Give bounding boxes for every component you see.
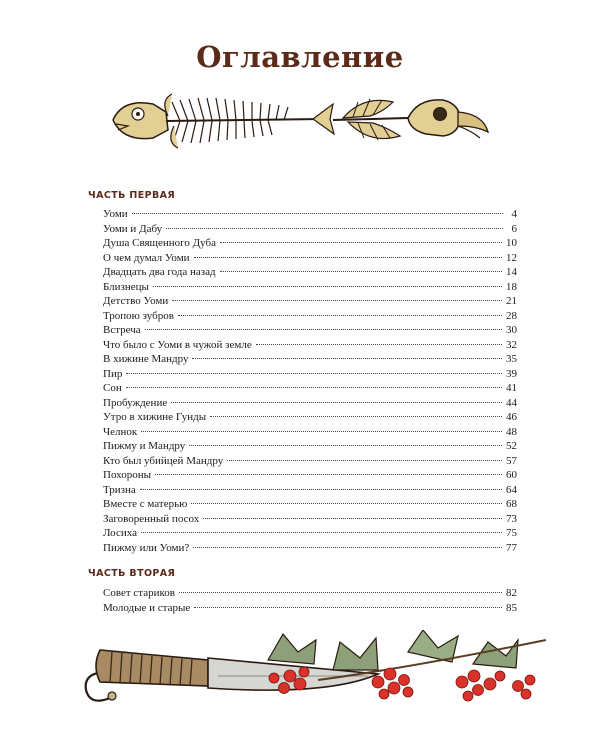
toc-leader-dots [203,518,502,519]
toc-entry-page: 30 [506,324,517,336]
toc-entry[interactable] [103,512,517,527]
toc-leader-dots [191,503,502,504]
toc-leader-dots [178,315,502,316]
toc-entry-title: Тропою зубров [103,309,174,322]
toc-leader-dots [155,474,502,475]
toc-entry[interactable] [103,497,517,512]
toc-entry[interactable] [103,541,517,556]
toc-entry[interactable] [103,396,517,411]
toc-entry-page: 64 [506,483,517,496]
toc-entry-title: Встреча [103,324,141,336]
toc-leader-dots [126,387,502,388]
fish-bird-skeleton-icon [108,90,493,150]
toc-leader-dots [227,460,502,461]
toc-entry-page: 48 [506,425,517,438]
toc-entry-title: Сон [103,382,122,394]
toc-entry[interactable] [103,251,517,266]
toc-leader-dots [145,329,502,330]
part-two-heading: ЧАСТЬ ВТОРАЯ [88,568,176,579]
toc-leader-dots [140,489,502,490]
toc-entry-title: Детство Уоми [103,295,169,307]
toc-entry-title: Заговоренный посох [103,512,200,525]
toc-entry[interactable] [103,265,517,280]
toc-entry-title: Двадцать два года назад [103,266,216,278]
toc-entry-page: 39 [506,367,517,380]
toc-entry[interactable] [103,526,517,541]
toc-entry-title: Совет стариков [103,587,175,599]
toc-leader-dots [171,402,502,403]
toc-entry[interactable] [103,323,517,338]
toc-entry[interactable] [103,454,517,469]
toc-leader-dots [220,271,502,272]
toc-leader-dots [172,300,502,301]
toc-entry[interactable] [103,309,517,324]
toc-entry[interactable] [103,425,517,440]
part-two-contents [103,586,517,615]
toc-leader-dots [220,242,502,243]
toc-entry-title: Близнецы [103,280,149,293]
toc-entry-title: Лосиха [103,527,137,539]
toc-entry-page: 73 [506,512,517,525]
toc-leader-dots [141,532,502,533]
toc-entry-title: Тризна [103,483,136,496]
toc-entry-page: 6 [511,222,517,235]
toc-leader-dots [126,373,502,374]
toc-entry[interactable] [103,586,517,601]
toc-entry-title: Пижму или Уоми? [103,541,190,554]
toc-entry-title: Утро в хижине Гунды [103,411,207,423]
toc-leader-dots [210,416,502,417]
toc-entry-page: 57 [506,454,517,467]
toc-entry-page: 82 [506,587,517,599]
toc-entry-page: 60 [506,469,517,481]
toc-entry-title: Кто был убийцей Мандру [103,454,224,467]
toc-entry-title: Уоми [103,208,128,220]
toc-leader-dots [256,344,502,345]
toc-entry-page: 28 [506,309,517,322]
toc-entry-page: 75 [506,527,517,539]
toc-entry[interactable] [103,381,517,396]
toc-entry[interactable] [103,439,517,454]
toc-leader-dots [153,286,502,287]
toc-entry[interactable] [103,410,517,425]
toc-entry-page: 12 [506,251,517,264]
knife-viburnum-branch-icon [78,630,548,710]
toc-entry-page: 77 [506,541,517,554]
toc-entry[interactable] [103,207,517,222]
toc-leader-dots [194,607,502,608]
toc-entry-page: 18 [506,280,517,293]
toc-entry[interactable] [103,222,517,237]
toc-entry-title: Уоми и Дабу [103,222,163,235]
toc-entry[interactable] [103,280,517,295]
toc-entry-title: Пробуждение [103,396,168,409]
toc-entry-page: 21 [506,295,517,307]
toc-entry-page: 44 [506,396,517,409]
toc-entry[interactable] [103,483,517,498]
toc-entry-title: О чем думал Уоми [103,251,190,264]
toc-entry-title: Пир [103,367,123,380]
toc-entry[interactable] [103,352,517,367]
toc-entry-page: 41 [506,382,517,394]
toc-entry-page: 52 [506,440,517,452]
toc-entry[interactable] [103,338,517,353]
toc-leader-dots [179,592,502,593]
toc-entry-page: 14 [506,266,517,278]
toc-leader-dots [141,431,502,432]
toc-entry-page: 32 [506,338,517,351]
toc-leader-dots [189,445,502,446]
toc-entry-page: 35 [506,353,517,365]
toc-leader-dots [132,213,503,214]
toc-entry-title: Молодые и старые [103,601,191,614]
toc-entry[interactable] [103,468,517,483]
toc-entry-page: 85 [506,601,517,614]
toc-entry-title: Челнок [103,425,138,438]
toc-leader-dots [166,228,503,229]
toc-entry-title: Похороны [103,469,152,481]
part-one-contents [103,207,517,555]
toc-entry-title: В хижине Мандру [103,353,189,365]
toc-entry-title: Вместе с матерью [103,498,188,510]
toc-entry-title: Пижму и Мандру [103,440,186,452]
toc-entry-page: 68 [506,498,517,510]
part-one-heading: ЧАСТЬ ПЕРВАЯ [88,190,176,201]
toc-leader-dots [192,358,502,359]
toc-entry-title: Душа Священного Дуба [103,237,217,249]
toc-entry-title: Что было с Уоми в чужой земле [103,338,252,351]
toc-entry-page: 10 [506,237,517,249]
toc-entry-page: 46 [506,411,517,423]
toc-entry[interactable] [103,294,517,309]
toc-leader-dots [193,547,502,548]
toc-entry[interactable] [103,367,517,382]
toc-leader-dots [194,257,502,258]
toc-entry[interactable] [103,601,517,616]
page-title: Оглавление [196,40,404,74]
toc-entry[interactable] [103,236,517,251]
toc-entry-page: 4 [511,208,517,220]
